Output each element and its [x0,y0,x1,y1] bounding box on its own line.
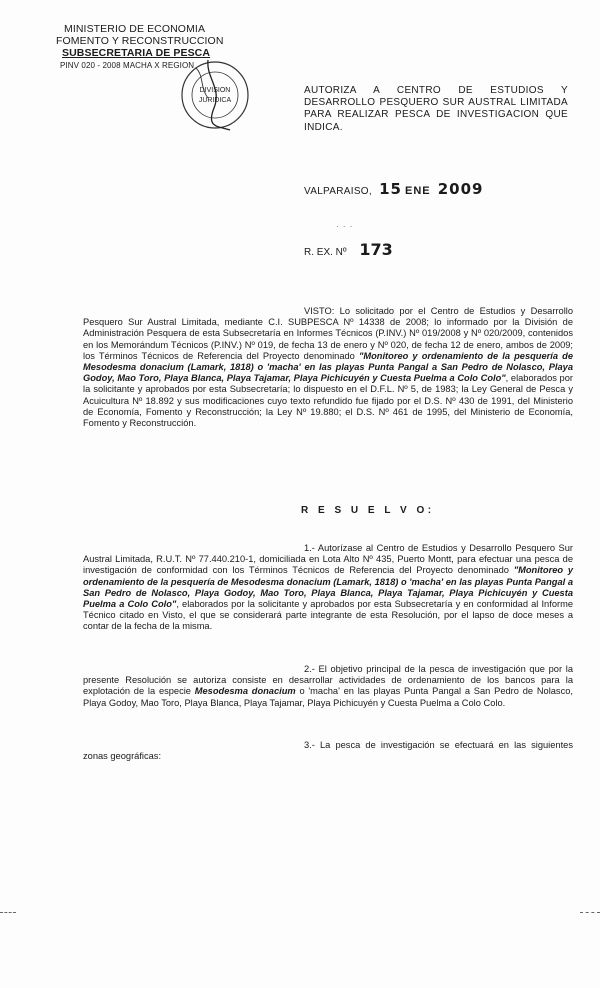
division-juridica-seal [178,58,252,132]
seal-text-bottom: JURIDICA [198,97,232,104]
file-reference: PINV 020 - 2008 MACHA X REGION [60,61,195,70]
resolution-number-line [304,240,393,259]
visto-lead: VISTO: [304,306,335,316]
article-1-text-2: , elaborados por la solicitante y aprobados por esta Subsecretaría y en conformidad al Informe Técnico citado en Visto, el que se considerará parte integrante de esta Resolución, por el lapso de doce meses a contar de la fecha de la misma. [83,599,573,632]
city: VALPARAISO, [304,186,372,197]
article-3-lead: 3.- La pesca de investigación se efectuará en las siguientes zonas geográficas: [83,740,573,762]
ministry-name: MINISTERIO DE ECONOMIA [64,23,206,35]
article-1-project-title: "Monitoreo y ordenamiento de la pesquería de Mesodesma donacium (Lamark, 1818) o 'macha' en las playas Punta Pangal a San Pedro de Nolasco, Playa Godoy, Mao Toro, Playa Blanca, Playa Tajamar, Playa Pichicuyén y Cuesta Puelma a Colo Colo" [83,565,574,610]
article-2-paragraph [83,664,573,709]
decorative-dots: · · · [336,222,354,231]
article-2-species: Mesodesma donacium [194,686,296,697]
fold-mark-left [0,912,16,913]
article-1-paragraph [83,543,573,633]
resuelvo-heading: R E S U E L V O: [301,505,435,516]
visto-paragraph [83,306,573,429]
article-1-lead: 1.- Autorízase al Centro de Estudios y Desarrollo Pesquero Sur Austral Limitada, R.U.T. Nº 77.440.210-1, domiciliada en Lota Alto Nº 435, Puerto Montt, para efectuar una pesca de investigación de conformidad con los Términos Técnicos de Referencia del Proyecto denominado [83,543,573,576]
article-2-text-2: o 'macha' en las playas Punta Pangal a San Pedro de Nolasco, Playa Godoy, Mao Toro, Playa Blanca, Playa Tajamar, Playa Pichicuyén y Cuesta Puelma a Colo Colo. [83,686,573,708]
visto-text-2: , elaborados por la solicitante y aprobados por esta Subsecretaría; lo dispuesto en el D.F.L. Nº 5, de 1983; la Ley General de Pesca y Acuicultura Nº 18.892 y sus modificaciones cuyo texto refundido fue fijado por el D.S. Nº 430 de 1991, del Ministerio de Economía, Fomento y Reconstrucción; la Ley Nº 19.880; el D.S. Nº 461 de 1995, del Ministerio de Economía, Fomento y Reconstrucción. [83,373,573,429]
visto-text-1: Lo solicitado por el Centro de Estudios y Desarrollo Pesquero Sur Austral Limitada, mediante C.I. SUBPESCA Nº 14338 de 2008; lo informado por la División de Administración Pesquera de esta Subsecretaría en Informes Técnicos (P.INV.) Nº 019/2008 y Nº 020/2009, contenidos en los Memorándum Técnicos (P.INV.) Nº 019, de fecha 13 de enero y Nº 020, de fecha 12 de enero, ambos de 2009; los Términos Técnicos de Referencia del Proyecto denominado [83,306,573,361]
seal-text-top: DIVISION [199,87,231,94]
visto-project-title: "Monitoreo y ordenamiento de la pesquería de Mesodesma donacium (Lamark, 1818) o 'macha' en las playas Punta Pangal a San Pedro de Nolasco, Playa Godoy, Mao Toro, Playa Blanca, Playa Tajamar, Playa Pichicuyén y Cuesta Puelma a Colo Colo" [83,350,573,384]
article-2-lead: 2.- El objetivo principal de la pesca de investigación que por la presente Resolución se autoriza consiste en desarrollar actividades de ordenamiento de los bancos para la explotación de la especie [83,664,573,697]
date-line [304,180,484,198]
resolution-number: 173 [359,240,393,259]
ministry-subtitle: FOMENTO Y RECONSTRUCCION [56,35,224,47]
fold-mark-right [580,912,600,913]
resolution-label: R. EX. Nº [304,247,347,258]
subsecretariat-name: SUBSECRETARIA DE PESCA [62,47,211,59]
article-3-paragraph [83,740,573,762]
resolution-subject: AUTORIZA A CENTRO DE ESTUDIOS Y DESARROLLO PESQUERO SUR AUSTRAL LIMITADA PARA REALIZAR PESCA DE INVESTIGACION QUE INDICA. [304,85,568,133]
date-day: 15 [379,180,402,198]
date-year: 2009 [437,180,484,198]
date-month: ENE [405,185,431,197]
